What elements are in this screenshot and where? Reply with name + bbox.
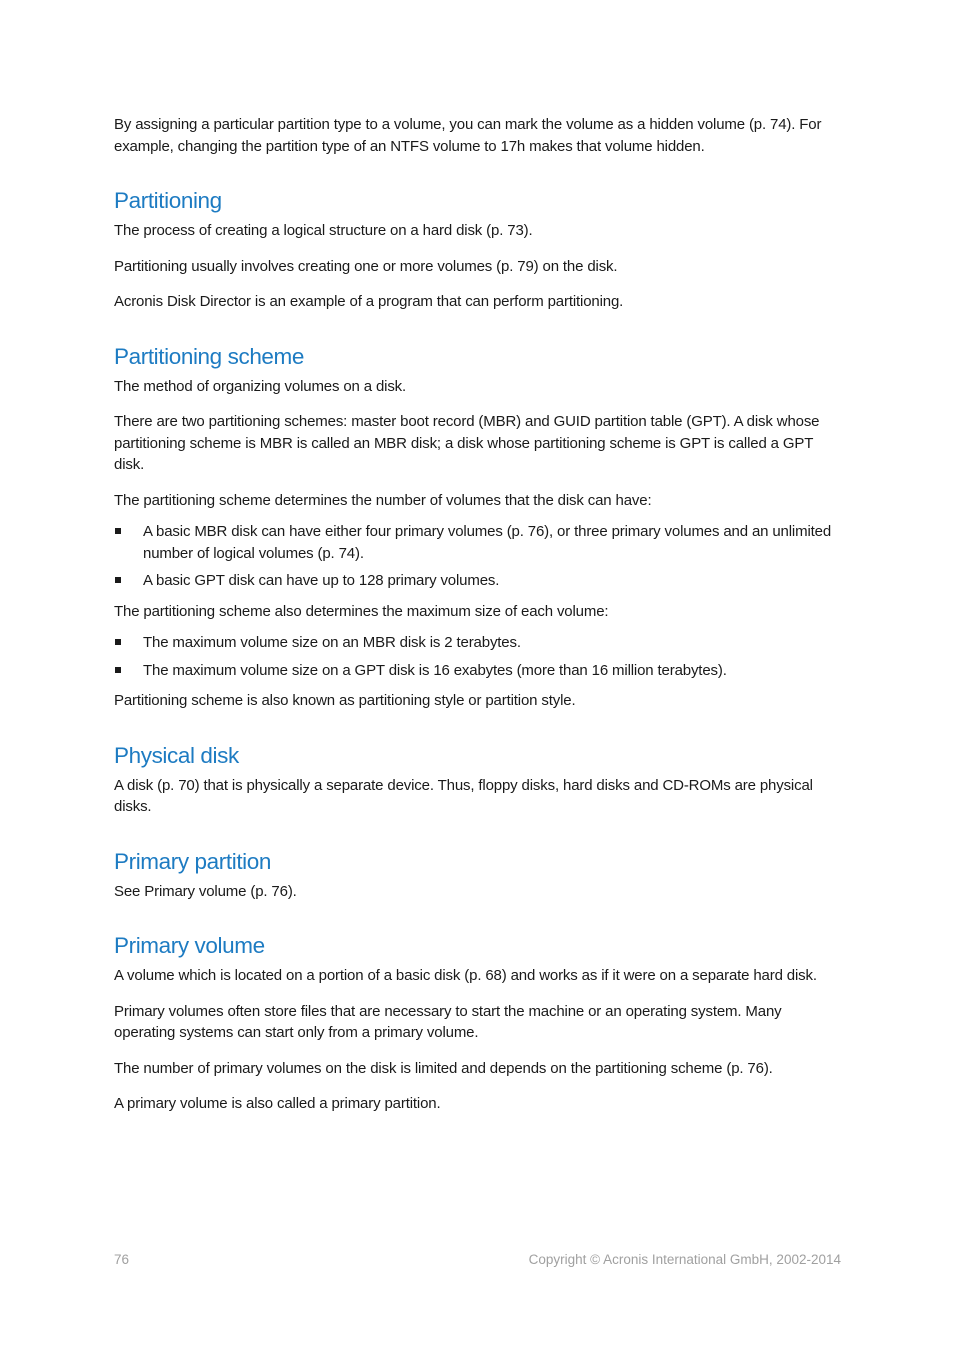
primary-partition-p1: See Primary volume (p. 76).: [114, 882, 297, 900]
primary-volume-p1: A volume which is located on a portion of a basic disk (p. 68) and works as if it were on a separate hard disk.: [114, 967, 817, 984]
scheme-p2: There are two partitioning schemes: master boot record (MBR) and GUID partition table (GPT). A disk whose partitioning scheme is MBR is called an MBR disk; a disk whose partitioning scheme is GPT is called a GPT disk.: [114, 413, 820, 473]
intro-paragraph: By assigning a particular partition type to a volume, you can mark the volume as a hidden volume (p. 74). For example, changing the partition type of an NTFS volume to 17h makes that volume hidden.: [114, 116, 822, 155]
list-item: A basic MBR disk can have either four primary volumes (p. 76), or three primary volumes and an unlimited number of logical volumes (p. 74).: [114, 521, 842, 564]
heading-partitioning-scheme: Partitioning scheme: [114, 343, 305, 369]
page-footer: [114, 1252, 841, 1267]
primary-volume-p4: A primary volume is also called a primary partition.: [114, 1095, 441, 1112]
primary-volume-p2: Primary volumes often store files that are necessary to start the machine or an operating system. Many operating systems can start only from a primary volume.: [114, 1002, 782, 1041]
square-bullet-icon: [115, 528, 121, 534]
square-bullet-icon: [115, 639, 121, 645]
page-content: [114, 114, 842, 1115]
primary-volume-p3: The number of primary volumes on the disk is limited and depends on the partitioning scheme (p. 76).: [114, 1059, 773, 1077]
heading-physical-disk: Physical disk: [114, 742, 239, 768]
scheme-list-1: [114, 521, 842, 592]
scheme-p1: The method of organizing volumes on a disk.: [114, 377, 407, 395]
list-item: The maximum volume size on a GPT disk is 16 exabytes (more than 16 million terabytes).: [114, 660, 842, 682]
list-item: A basic GPT disk can have up to 128 primary volumes.: [114, 570, 842, 592]
partitioning-p1: The process of creating a logical structure on a hard disk (p. 73).: [114, 222, 533, 239]
scheme-p5: Partitioning scheme is also known as partitioning style or partition style.: [114, 692, 576, 709]
heading-primary-partition: Primary partition: [114, 848, 271, 874]
partitioning-p2: Partitioning usually involves creating one or more volumes (p. 79) on the disk.: [114, 257, 618, 275]
scheme-p4: The partitioning scheme also determines the maximum size of each volume:: [114, 602, 609, 620]
scheme-p3: The partitioning scheme determines the number of volumes that the disk can have:: [114, 491, 652, 509]
square-bullet-icon: [115, 667, 121, 673]
heading-partitioning: Partitioning: [114, 188, 222, 213]
scheme-list-2: [114, 632, 842, 681]
square-bullet-icon: [115, 577, 121, 583]
page-number: 76: [114, 1252, 130, 1267]
heading-primary-volume: Primary volume: [114, 933, 265, 958]
copyright-notice: Copyright © Acronis International GmbH, 2002-2014: [528, 1252, 841, 1267]
list-item: The maximum volume size on an MBR disk is 2 terabytes.: [114, 632, 842, 654]
physical-p1: A disk (p. 70) that is physically a separate device. Thus, floppy disks, hard disks and CD-ROMs are physical disks.: [114, 776, 813, 815]
partitioning-p3: Acronis Disk Director is an example of a program that can perform partitioning.: [114, 293, 624, 310]
